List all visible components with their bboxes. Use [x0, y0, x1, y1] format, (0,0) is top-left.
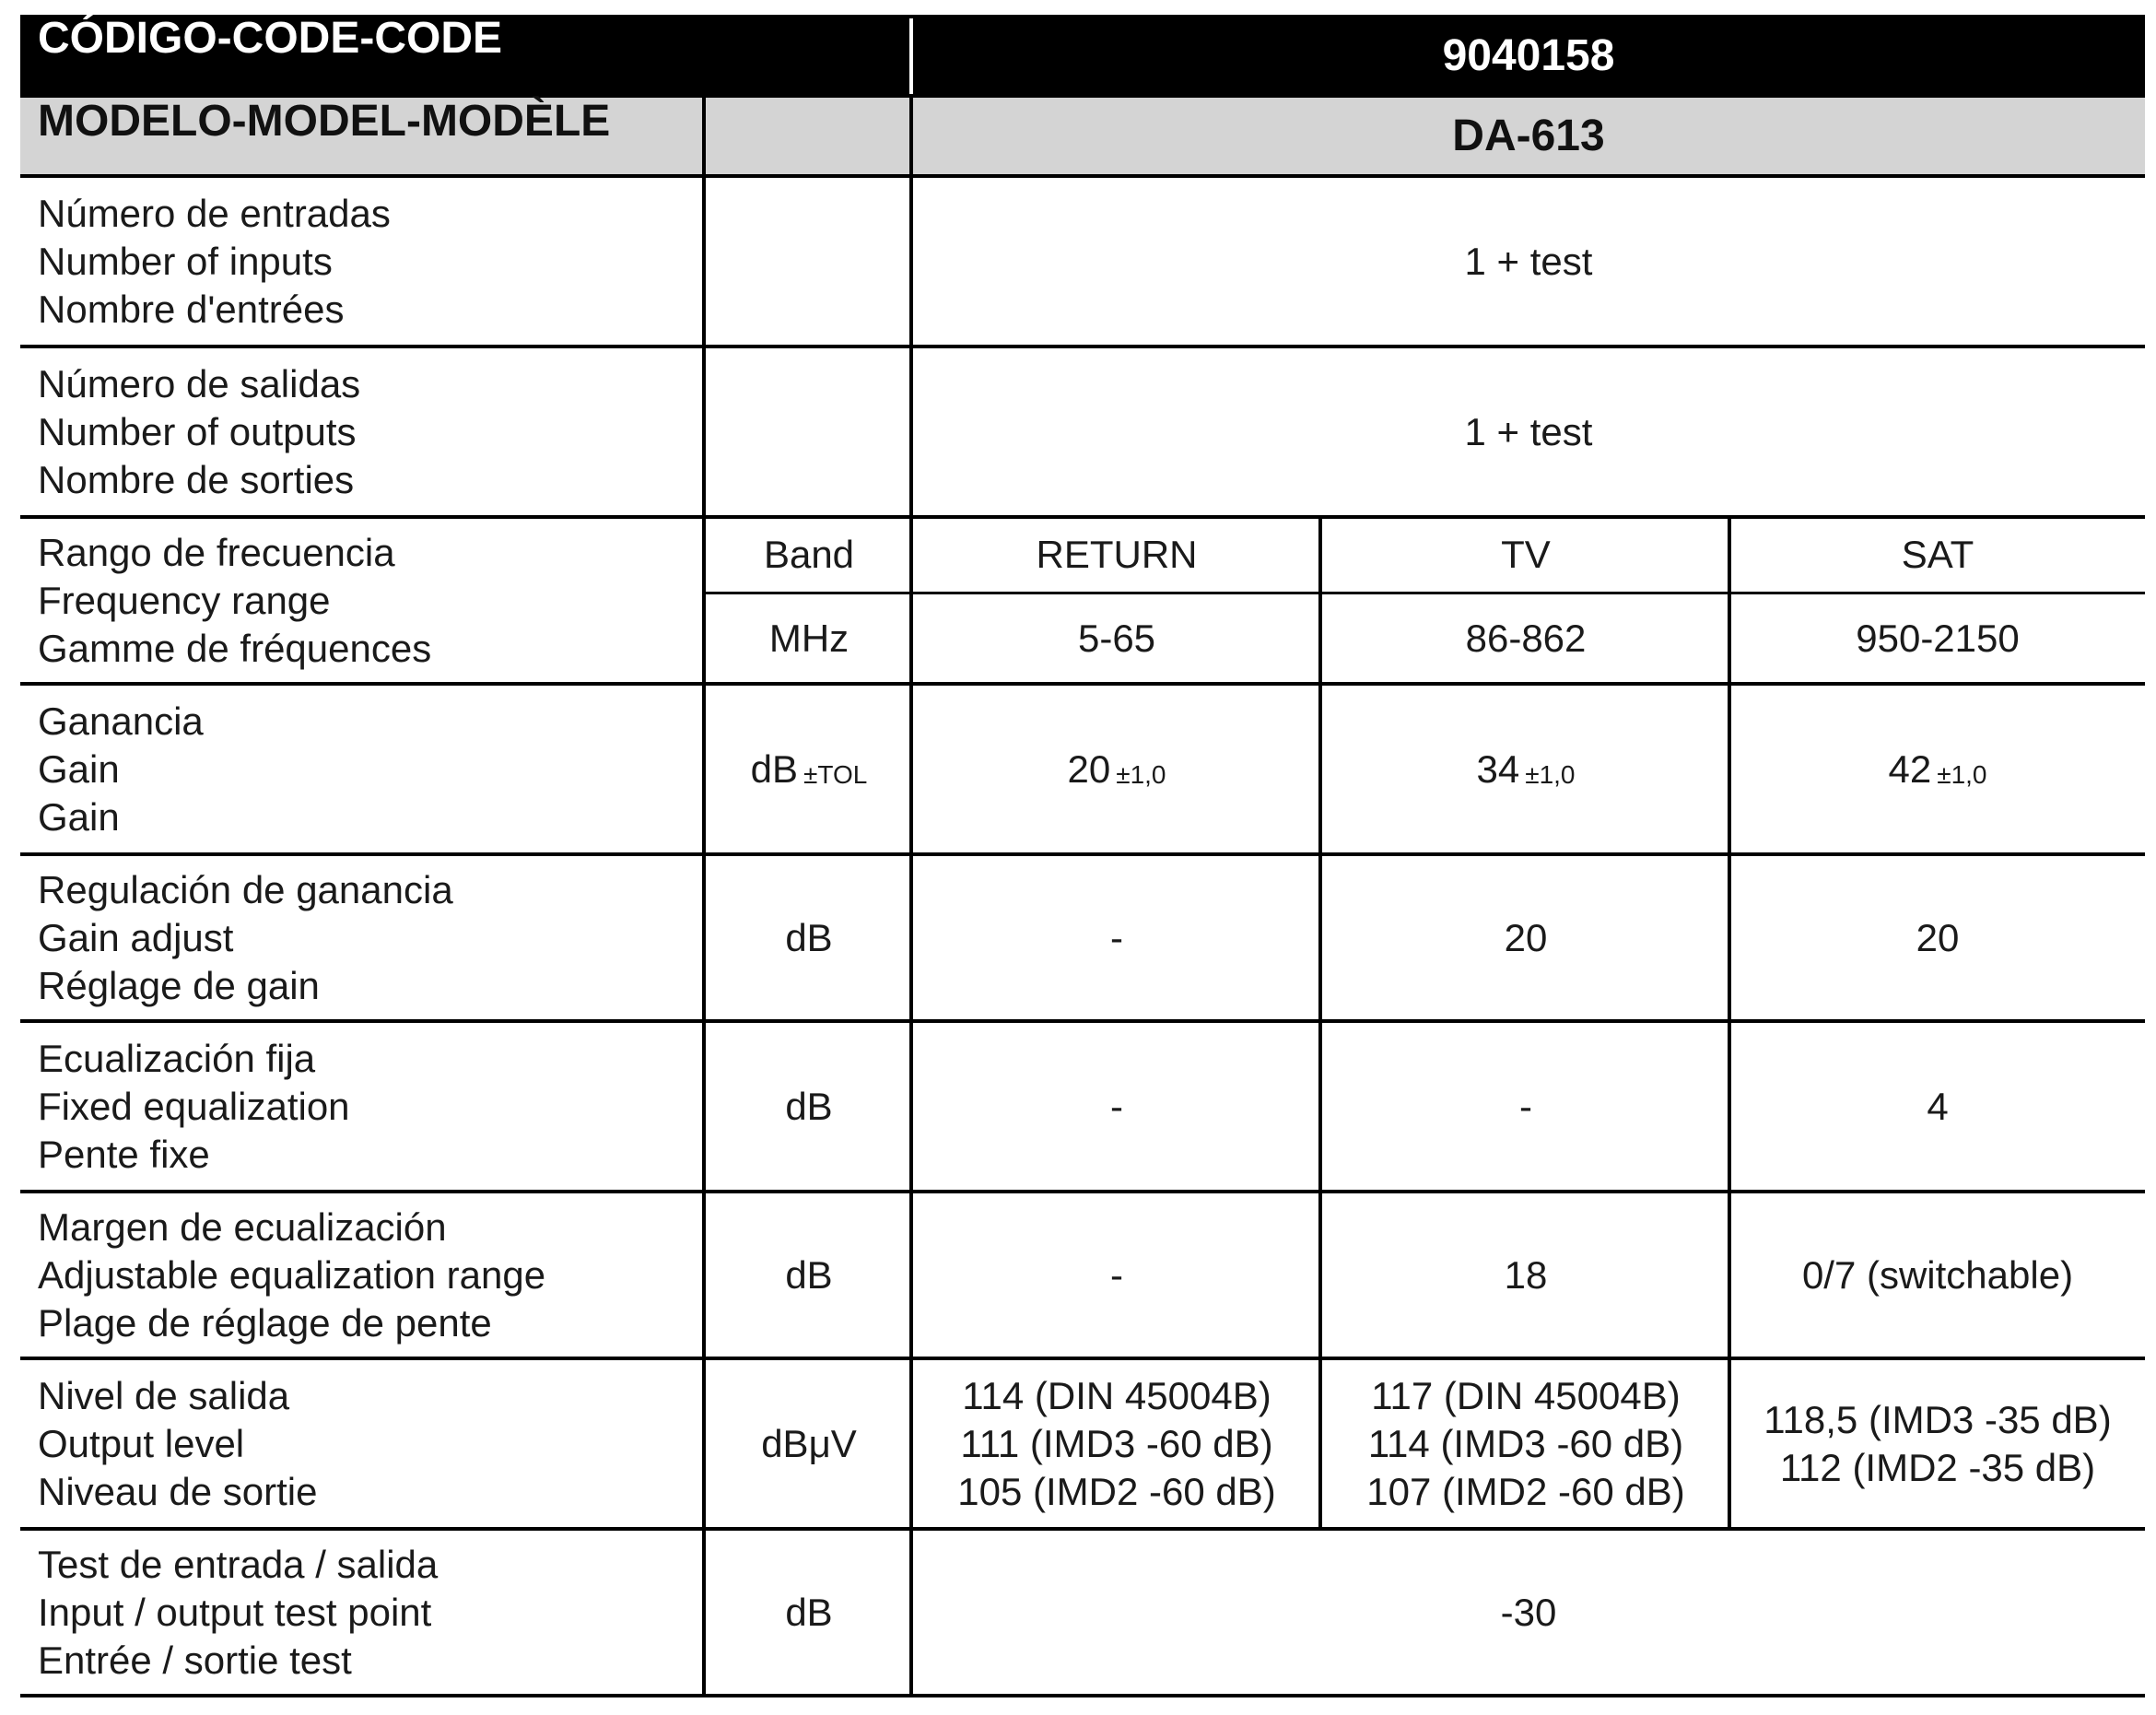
output-level-label: Nivel de salida Output level Niveau de sortie	[38, 1374, 318, 1513]
gain-sat: 42 ±1,0	[1888, 747, 1987, 791]
adj-eq-unit: dB	[785, 1253, 833, 1297]
model-value: DA-613	[1452, 112, 1605, 160]
model-label: MODELO-MODEL-MODÈLE	[38, 97, 611, 146]
adj-eq-row	[20, 1193, 2145, 1357]
row-line	[20, 682, 2145, 686]
row-line	[20, 515, 2145, 519]
fixed-eq-sat: 4	[1927, 1085, 1949, 1128]
col-line-sat	[1728, 515, 1731, 1531]
row-line	[20, 1527, 2145, 1531]
gain-row	[20, 686, 2145, 853]
row-line	[20, 345, 2145, 348]
frequency-label: Rango de frecuencia Frequency range Gamme de fréquences	[38, 531, 432, 670]
band-return: RETURN	[1036, 533, 1198, 576]
freq-sat: 950-2150	[1856, 617, 2020, 660]
col-line-return	[909, 98, 913, 1697]
inputs-label: Número de entradas Number of inputs Nombre d'entrées	[38, 192, 391, 331]
freq-tv: 86-862	[1465, 617, 1587, 660]
gain-adjust-return: -	[1110, 916, 1123, 959]
output-level-tv: 117 (DIN 45004B) 114 (IMD3 -60 dB) 107 (IMD2 -60 dB)	[1366, 1374, 1685, 1513]
output-level-row	[20, 1360, 2145, 1528]
output-level-return: 114 (DIN 45004B) 111 (IMD3 -60 dB) 105 (IMD2 -60 dB)	[957, 1374, 1276, 1513]
output-level-sat: 118,5 (IMD3 -35 dB) 112 (IMD2 -35 dB)	[1763, 1398, 2112, 1489]
fixed-eq-label: Ecualización fija Fixed equalization Pente fixe	[38, 1037, 350, 1176]
row-line	[20, 1019, 2145, 1023]
adj-eq-sat: 0/7 (switchable)	[1801, 1253, 2074, 1297]
inputs-row	[20, 178, 2145, 346]
gain-return: 20 ±1,0	[1067, 747, 1166, 791]
code-row	[20, 15, 2145, 98]
test-label: Test de entrada / salida Input / output test point Entrée / sortie test	[38, 1543, 439, 1682]
freq-return: 5-65	[1077, 617, 1156, 660]
adj-eq-tv: 18	[1504, 1253, 1548, 1297]
spec-table	[20, 15, 2145, 1690]
band-divider	[706, 592, 2145, 594]
freq-unit: MHz	[768, 617, 850, 660]
col-line-tv	[1318, 515, 1322, 1531]
test-value: -30	[1500, 1591, 1557, 1634]
band-sat: SAT	[1901, 533, 1974, 576]
header-divider	[909, 18, 913, 94]
fixed-eq-unit: dB	[785, 1085, 833, 1128]
test-row	[20, 1531, 2145, 1695]
fixed-eq-row	[20, 1023, 2145, 1191]
gain-adjust-row	[20, 856, 2145, 1020]
row-line	[20, 1357, 2145, 1360]
gain-adjust-tv: 20	[1504, 916, 1548, 959]
row-line	[20, 174, 2145, 178]
row-line	[20, 852, 2145, 856]
gain-adjust-label: Regulación de ganancia Gain adjust Réglage de gain	[38, 868, 453, 1007]
outputs-row	[20, 348, 2145, 516]
row-line	[20, 1694, 2145, 1697]
gain-label: Ganancia Gain Gain	[38, 699, 204, 839]
band-label: Band	[763, 533, 855, 576]
adj-eq-label: Margen de ecualización Adjustable equalization range Plage de réglage de pente	[38, 1205, 546, 1345]
code-value: 9040158	[1442, 31, 1615, 80]
band-tv: TV	[1501, 533, 1551, 576]
outputs-label: Número de salidas Number of outputs Nombre de sorties	[38, 362, 361, 501]
inputs-value: 1 + test	[1464, 240, 1593, 283]
outputs-value: 1 + test	[1464, 410, 1593, 453]
row-line	[20, 1190, 2145, 1193]
gain-tv: 34 ±1,0	[1476, 747, 1576, 791]
adj-eq-return: -	[1110, 1253, 1123, 1297]
test-unit: dB	[785, 1591, 833, 1634]
fixed-eq-tv: -	[1519, 1085, 1532, 1128]
model-row	[20, 98, 2145, 175]
fixed-eq-return: -	[1110, 1085, 1123, 1128]
output-level-unit: dBμV	[761, 1422, 857, 1465]
code-label: CÓDIGO-CODE-CODE	[38, 14, 502, 63]
gain-adjust-unit: dB	[785, 916, 833, 959]
gain-unit: dB ±TOL	[750, 747, 868, 791]
frequency-row	[20, 519, 2145, 683]
col-line-unit	[702, 98, 706, 1697]
gain-adjust-sat: 20	[1916, 916, 1960, 959]
